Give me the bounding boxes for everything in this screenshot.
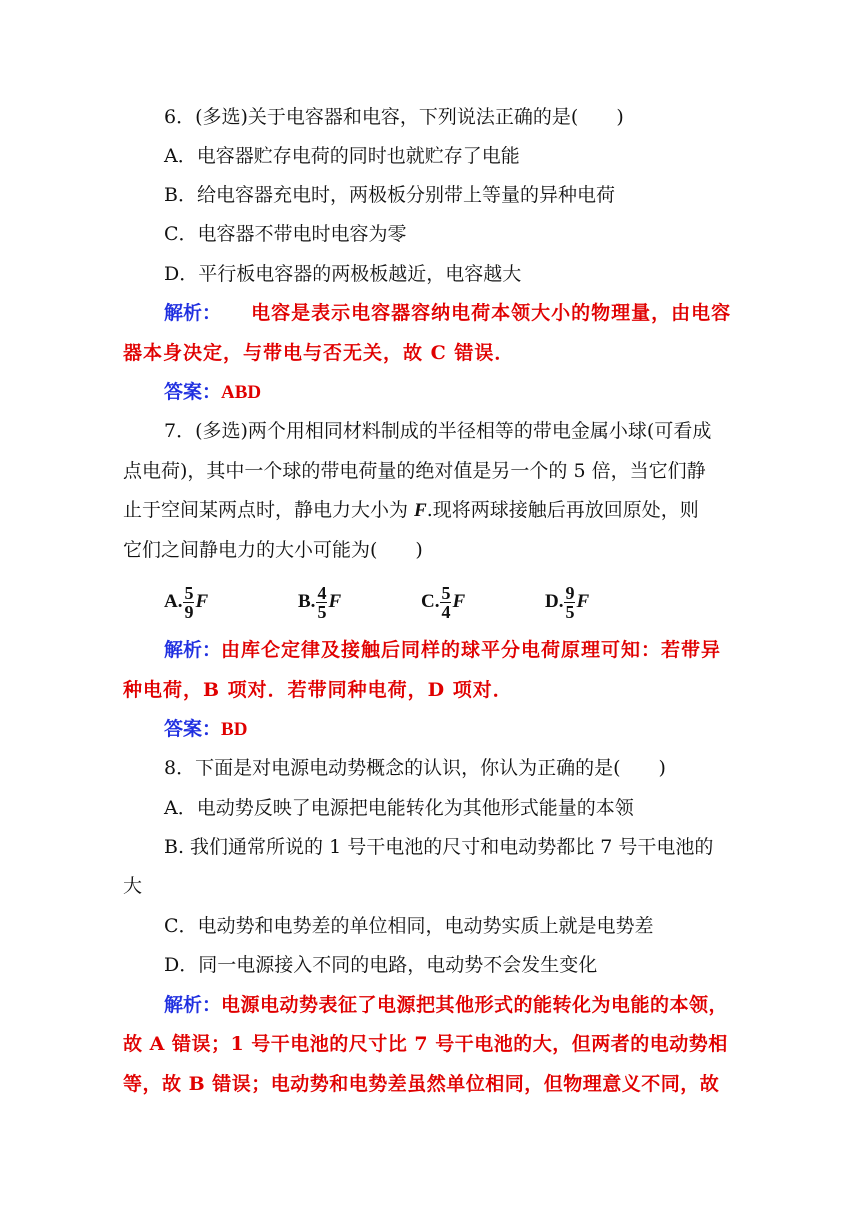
q7-option-c-denominator: 4 [441,602,451,623]
q7-stem-line3a: 止于空间某两点时，静电力大小为 [123,499,415,521]
q7-option-d-denominator: 5 [565,602,575,623]
q7-stem-line3 [123,490,738,530]
q6-option-b: B．给电容器充电时，两极板分别带上等量的异种电荷 [164,184,615,206]
q8-option-d: D．同一电源接入不同的电路，电动势不会发生变化 [164,954,598,976]
q7-stem-line4: 它们之间静电力的大小可能为( ) [123,539,423,561]
q7-option-c-label: C. [421,591,440,612]
q6-answer-value: ABD [221,382,262,403]
q6-solution-label: 解析： [164,302,222,324]
q8-solution-text1: 电源电动势表征了电源把其他形式的能转化为电能的本领， [221,994,729,1016]
q6-stem: 6．(多选)关于电容器和电容，下列说法正确的是( ) [164,106,624,128]
q7-option-d-fraction [564,584,575,621]
q7-stem-line2: 点电荷)，其中一个球的带电荷量的绝对值是另一个的 5 倍，当它们静 [123,460,706,482]
q6-answer [164,372,464,412]
q7-solution-label: 解析： [164,639,222,661]
q6-solution-line2: 器本身决定，与带电与否无关，故 C 错误． [123,342,515,364]
q7-option-b [298,580,341,624]
q7-option-c-fraction [440,584,451,621]
q6-option-c: C．电容器不带电时电容为零 [164,223,407,245]
q6-solution-text1: 电容是表示电容器容纳电荷本领大小的物理量，由电容 [251,302,732,324]
q7-option-d-variable: F [576,591,590,612]
q8-solution-line2: 故 A 错误；1 号干电池的尺寸比 7 号干电池的大，但两者的电动势相 [123,1033,728,1055]
q7-options [0,580,860,624]
q7-stem-variable: F [414,500,427,521]
q7-option-b-denominator: 5 [317,602,327,623]
q7-answer-value: BD [221,719,248,740]
q7-solution-line1 [164,630,738,670]
q7-option-b-fraction [316,584,327,621]
q8-solution-line3: 等，故 B 错误；电动势和电势差虽然单位相同，但物理意义不同，故 [123,1073,720,1095]
q8-solution-line1 [164,985,738,1025]
q7-option-a-numerator: 5 [184,583,194,604]
q8-option-c: C．电动势和电势差的单位相同，电动势实质上就是电势差 [164,915,654,937]
q7-solution-text1: 由库仑定律及接触后同样的球平分电荷原理可知：若带异 [221,639,722,661]
q6-answer-label: 答案： [164,381,222,403]
q7-stem-line1: 7．(多选)两个用相同材料制成的半径相等的带电金属小球(可看成 [164,420,712,442]
q7-answer [164,709,464,749]
q7-option-a-label: A. [164,591,183,612]
q8-option-b-line1: B. 我们通常所说的 1 号干电池的尺寸和电动势都比 7 号干电池的 [164,836,714,858]
q7-option-b-variable: F [328,591,342,612]
q7-option-b-label: B. [298,591,316,612]
q6-solution-line1 [164,293,738,333]
q7-option-d [545,580,589,624]
q8-stem: 8．下面是对电源电动势概念的认识，你认为正确的是( ) [164,757,666,779]
q7-solution-line2: 种电荷，B 项对．若带同种电荷，D 项对． [123,679,513,701]
q7-option-a [164,580,208,624]
q7-option-c-variable: F [452,591,466,612]
q7-answer-label: 答案： [164,718,222,740]
q7-stem-line3b: .现将两球接触后再放回原处，则 [426,499,699,521]
q6-option-a: A．电容器贮存电荷的同时也就贮存了电能 [164,145,520,167]
q7-option-a-fraction [183,584,194,621]
q7-option-d-label: D. [545,591,564,612]
q7-option-c-numerator: 5 [441,583,451,604]
q7-option-d-numerator: 9 [565,583,575,604]
q7-option-c [421,580,465,624]
q7-option-a-variable: F [195,591,209,612]
q8-option-a: A．电动势反映了电源把电能转化为其他形式能量的本领 [164,797,634,819]
q7-option-b-numerator: 4 [317,583,327,604]
q8-option-b-line2: 大 [123,875,143,897]
q6-option-d: D．平行板电容器的两极板越近，电容越大 [164,263,522,285]
q8-solution-label: 解析： [164,994,222,1016]
q7-option-a-denominator: 9 [184,602,194,623]
